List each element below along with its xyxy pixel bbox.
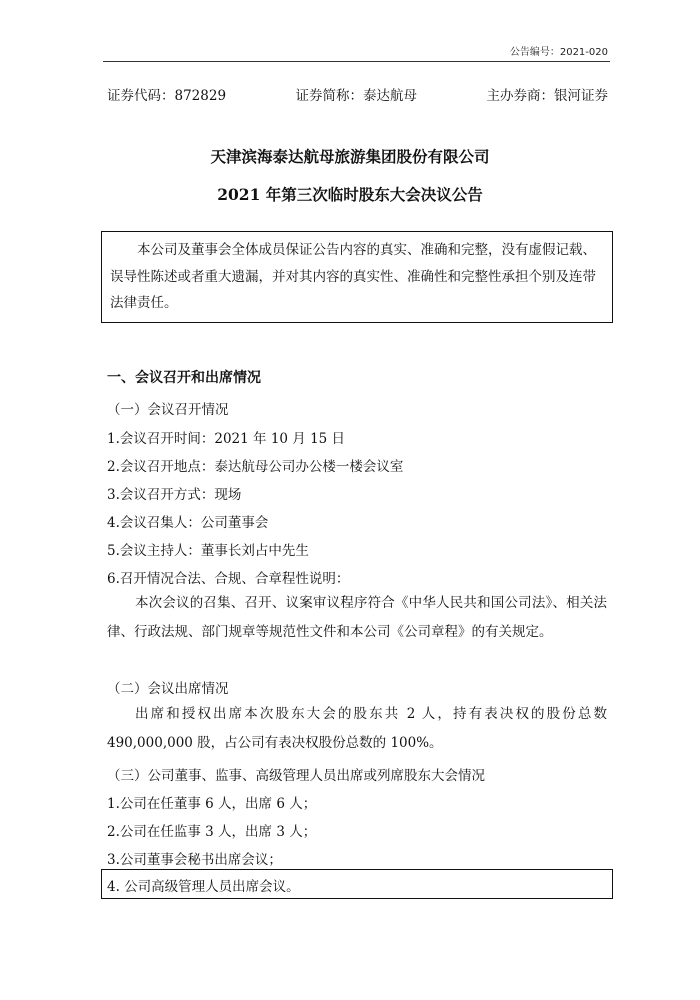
subsection-heading-convening: （一）会议召开情况 [107,402,229,418]
legality-paragraph: 本次会议的召集、召开、议案审议程序符合《中华人民共和国公司法》、相关法律、行政法规、部门规章等规范性文件和本公司《公司章程》的有关规定。 [107,595,607,640]
sponsor-broker: 主办券商：银河证券 [486,88,608,104]
list-item: 1.公司在任董事 6 人，出席 6 人； [107,796,317,812]
list-item: 5.会议主持人：董事长刘占中先生 [107,543,309,559]
document-title: 2021 年第三次临时股东大会决议公告 [217,185,483,204]
security-info-row [107,84,608,104]
announcement-number: 公告编号：2021-020 [509,47,608,58]
list-item: 3.会议召开方式：现场 [107,487,242,503]
header-divider [103,61,610,62]
subsection-heading-attendance: （二）会议出席情况 [107,681,229,697]
company-name-title: 天津滨海泰达航母旅游集团股份有限公司 [210,147,490,166]
subsection-heading-officers: （三）公司董事、监事、高级管理人员出席或列席股东大会情况 [107,768,485,784]
section-heading: 一、会议召开和出席情况 [107,370,261,386]
disclaimer-box: 本公司及董事会全体成员保证公告内容的真实、准确和完整，没有虚假记载、误导性陈述或者重大遗漏，并对其内容的真实性、准确性和完整性承担个别及连带法律责任。 [101,231,613,323]
list-item: 2.会议召开地点：泰达航母公司办公楼一楼会议室 [107,459,404,475]
list-item: 1.会议召开时间：2021 年 10 月 15 日 [107,431,346,447]
security-code: 证券代码：872829 [107,88,227,104]
attendance-paragraph: 出席和授权出席本次股东大会的股东共 2 人，持有表决权的股份总数490,000,000 股，占公司有表决权股份总数的 100%。 [107,706,607,751]
list-item: 4.会议召集人：公司董事会 [107,515,269,531]
security-name: 证券简称：泰达航母 [295,88,418,104]
boxed-list-item: 4. 公司高级管理人员出席会议。 [101,869,613,899]
list-item: 3.公司董事会秘书出席会议； [107,852,282,868]
list-item: 2.公司在任监事 3 人，出席 3 人； [107,824,317,840]
list-item: 6.召开情况合法、合规、合章程性说明： [107,571,350,587]
